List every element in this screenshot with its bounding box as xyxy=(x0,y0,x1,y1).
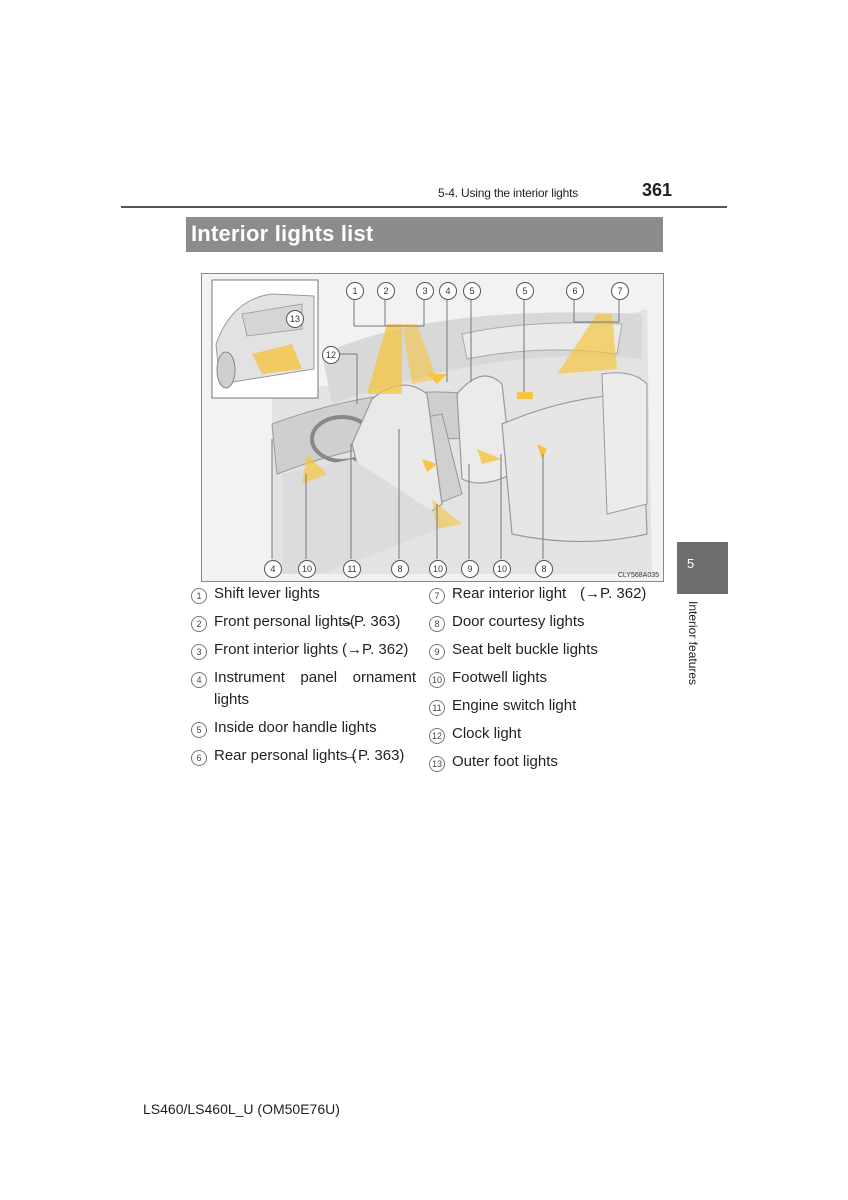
chapter-number: 5 xyxy=(687,556,695,571)
legend-text: Footwell lights xyxy=(452,669,548,686)
figure-callout-bottom-10: 10 xyxy=(493,560,511,578)
legend-text: Front interior lights xyxy=(214,641,339,658)
legend-text: Clock light xyxy=(452,725,522,742)
legend-text: Rear personal lights ( xyxy=(214,747,357,764)
figure-callout-6: 6 xyxy=(566,282,584,300)
figure-callout-5: 5 xyxy=(516,282,534,300)
figure-callout-bottom-10: 10 xyxy=(429,560,447,578)
header-divider xyxy=(121,206,727,208)
legend-text: Rear interior light xyxy=(452,585,567,602)
legend-text: Outer foot lights xyxy=(452,753,558,770)
figure-callout-bottom-4: 4 xyxy=(264,560,282,578)
footer-model-code: LS460/LS460L_U (OM50E76U) xyxy=(143,1101,340,1117)
figure-callout-13: 13 xyxy=(286,310,304,328)
legend-page-reference: (→P. 362) xyxy=(580,585,647,602)
page-number: 361 xyxy=(642,180,673,200)
legend-number-badge: 4 xyxy=(191,672,207,688)
figure-callout-5: 5 xyxy=(463,282,481,300)
figure-callout-bottom-10: 10 xyxy=(298,560,316,578)
legend-number-badge: 13 xyxy=(429,756,445,772)
legend-number-badge: 2 xyxy=(191,616,207,632)
page-title: Interior lights list xyxy=(191,221,374,246)
legend-number-badge: 5 xyxy=(191,722,207,738)
figure-callout-bottom-8: 8 xyxy=(391,560,409,578)
interior-lights-illustration xyxy=(201,273,664,582)
header-section-title: 5-4. Using the interior lights xyxy=(438,186,579,200)
legend-number-badge: 9 xyxy=(429,644,445,660)
figure-callout-bottom-9: 9 xyxy=(461,560,479,578)
figure-callout-12: 12 xyxy=(322,346,340,364)
figure-callout-bottom-8: 8 xyxy=(535,560,553,578)
figure-callout-bottom-11: 11 xyxy=(343,560,361,578)
legend-number-badge: 3 xyxy=(191,644,207,660)
figure-code: CLY568A035 xyxy=(617,572,659,579)
legend-text: Shift lever lights xyxy=(214,585,320,602)
legend-page-reference: (→P. 362) xyxy=(342,641,409,658)
legend-number-badge: 12 xyxy=(429,728,445,744)
chapter-label: Interior features xyxy=(686,601,700,686)
legend-page-reference: →P. 363) xyxy=(343,747,405,764)
figure-callout-3: 3 xyxy=(416,282,434,300)
legend-number-badge: 7 xyxy=(429,588,445,604)
chapter-tab xyxy=(677,542,728,594)
legend-number-badge: 6 xyxy=(191,750,207,766)
legend-number-badge: 11 xyxy=(429,700,445,716)
legend-text: Instrument panel ornament xyxy=(214,669,416,686)
section-title-bar xyxy=(186,217,663,252)
car-interior-drawing xyxy=(202,274,663,581)
legend-text: Front personal lights( xyxy=(214,613,355,630)
figure-callout-4: 4 xyxy=(439,282,457,300)
legend-number-badge: 10 xyxy=(429,672,445,688)
legend-text: Door courtesy lights xyxy=(452,613,585,630)
legend-page-reference: →P. 363) xyxy=(339,613,401,630)
legend-text: Seat belt buckle lights xyxy=(452,641,598,658)
figure-callout-2: 2 xyxy=(377,282,395,300)
legend-text: Engine switch light xyxy=(452,697,577,714)
legend-text-line2: lights xyxy=(214,691,250,708)
legend-number-badge: 1 xyxy=(191,588,207,604)
legend-text: Inside door handle lights xyxy=(214,719,377,736)
figure-callout-1: 1 xyxy=(346,282,364,300)
legend-number-badge: 8 xyxy=(429,616,445,632)
figure-callout-7: 7 xyxy=(611,282,629,300)
